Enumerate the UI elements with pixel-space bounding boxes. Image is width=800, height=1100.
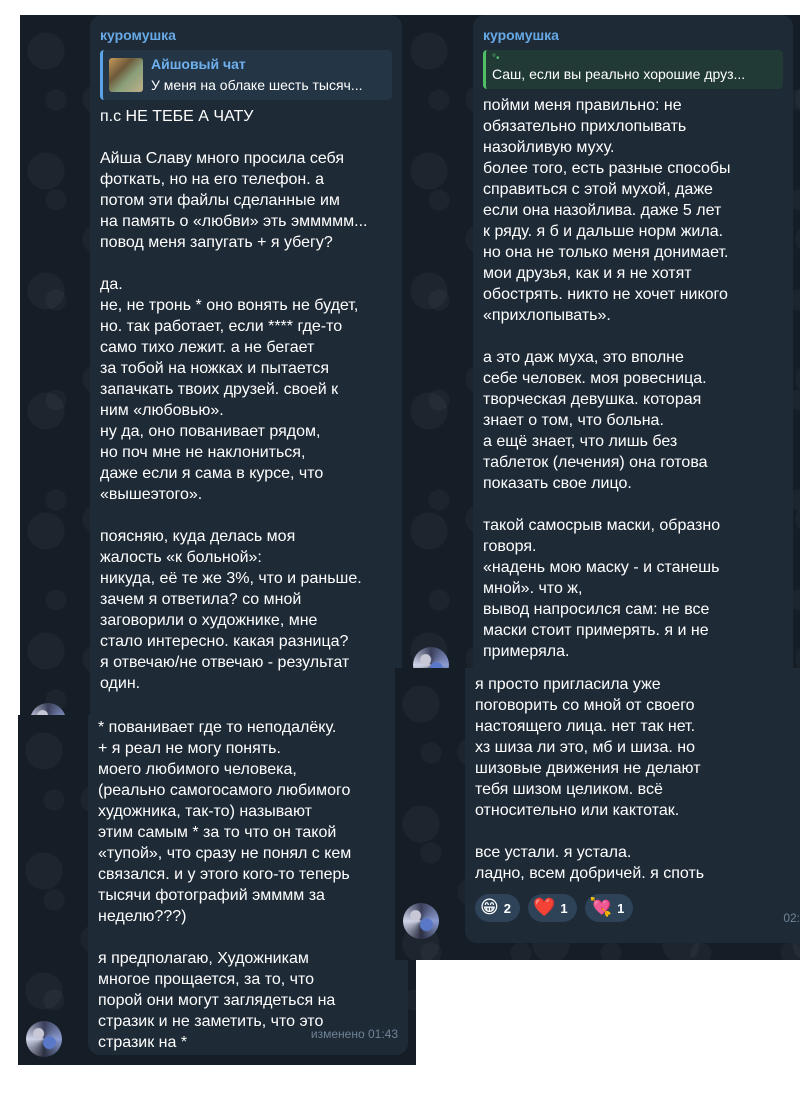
- reply-sticker-dots: °•: [492, 53, 500, 64]
- reaction-chip[interactable]: [528, 894, 577, 922]
- message-text: п.с НЕ ТЕБЕ А ЧАТУ Айша Славу много просила себя фоткать, но на его телефон. а потом эти файлы сделанные им на память о «любви» эть эммммм... повод меня запугать + я убегу? да. не, не тронь * оно вонять не будет, но. так работает, если **** где-то само тихо лежит. а не бегает за тобой на ножках и пытается запачкать твоих друзей. своей к ним «любовью». ну да, оно пованивает рядом, но поч мне не наклониться, даже если я сама в курсе, что «вышеэтого». поясняю, куда делась моя жалость «к больной»: никуда, её те же 3%, что и раньше. зачем я ответила? со мной заговорили о художнике, мне стало интересно. какая разница? я отвечаю/не отвечаю - результат один.: [100, 108, 368, 692]
- screenshot-right-top: [403, 15, 800, 675]
- sender-name[interactable]: куромушка: [100, 27, 176, 43]
- screenshot-left-top: [20, 15, 410, 750]
- heart-with-arrow-icon: 💘: [589, 897, 613, 918]
- message-text: пойми меня правильно: не обязательно прихлопывать назойливую муху. более того, есть разные способы справиться с этой мухой, даже если она назойлива. даже 5 лет к ряду. я б и дальше норм жила. но она не только меня донимает. мои друзья, как и я не хотят обострять. никто не хочет никого «прихлопывать». а это даж муха, это вполне себе человек. моя ровесница. творческая девушка. которая знает о том, что больна. а ещё знает, что лишь без таблеток (лечения) она готова показать свое лицо. такой самосрыв маски, образно говоря. «надень мою маску - и станешь мной». что ж, вывод напросился сам: не все маски стоит примерять. я и не примеряла.: [483, 97, 731, 660]
- message-text: * пованивает где то неподалёку. + я реал не могу понять. моего любимого человека, (реально самогосамого любимого художника, так-то) называют этим самым * за то что он такой «тупой», что сразу не понял с кем связался. и у этого кого-то теперь тысячи фотографий эмммм за неделю???) я предполагаю, Художникам многое прощается, за то, что порой они могут заглядеться на стразик и не заметить, что это стразик на *: [98, 719, 352, 1051]
- edited-timestamp: изменено 01:43: [310, 1027, 398, 1041]
- screenshot-left-bottom: [18, 715, 416, 1065]
- reply-preview[interactable]: [100, 50, 392, 100]
- reaction-count: 1: [617, 900, 625, 916]
- screenshot-right-bottom: [395, 668, 800, 960]
- reaction-chip[interactable]: [585, 894, 634, 922]
- red-heart-icon: ❤️: [533, 897, 556, 918]
- reaction-chip[interactable]: [475, 894, 520, 922]
- reply-preview[interactable]: [483, 50, 783, 89]
- message-text: я просто пригласила уже поговорить со мной от своего настоящего лица. нет так нет. хз шиза ли это, мб и шиза. но шизовые движения не делают тебя шизом целиком. всё относительно или кактотак. все устали. я устала. ладно, всем добричей. я споть: [475, 676, 705, 882]
- message-bubble[interactable]: [473, 15, 793, 675]
- message-bubble[interactable]: [465, 668, 800, 943]
- reaction-count: 1: [560, 900, 568, 916]
- message-bubble[interactable]: [90, 15, 402, 750]
- reply-title: Айшовый чат: [151, 56, 246, 72]
- avatar[interactable]: [26, 1021, 62, 1057]
- reply-text: Саш, если вы реально хорошие друз...: [492, 66, 746, 82]
- reply-thumbnail: [109, 58, 143, 92]
- reply-text: У меня на облаке шесть тысяч...: [151, 77, 363, 93]
- sender-name[interactable]: куромушка: [483, 27, 559, 43]
- message-time: 02:: [783, 911, 800, 925]
- message-bubble[interactable]: [88, 715, 408, 1055]
- avatar[interactable]: [403, 903, 439, 939]
- reaction-count: 2: [503, 900, 511, 916]
- reactions-bar: [475, 894, 790, 922]
- grinning-face-icon: 😁: [480, 897, 499, 918]
